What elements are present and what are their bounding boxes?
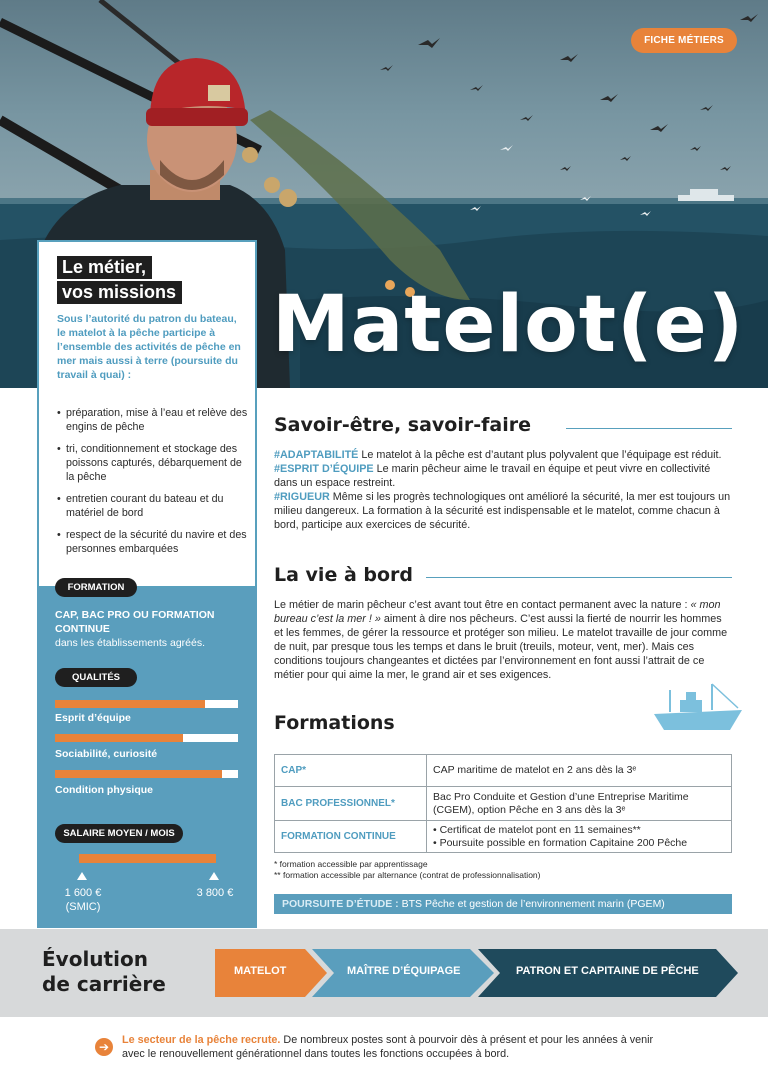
salaire-label: SALAIRE MOYEN / MOIS [55,824,183,843]
fiche-metiers-badge: FICHE MÉTIERS [631,28,737,53]
list-item: • préparation, mise à l’eau et relève des engins de pêche [57,406,249,434]
table-cell-line: • Poursuite possible en formation Capitaine 200 Pêche [433,836,688,849]
table-cell-line: • Certificat de matelot pont en 11 semaines** [433,823,641,836]
note-alternance: ** formation accessible par alternance (contrat de professionnalisation) [274,870,541,880]
table-cell-key: FORMATION CONTINUE [275,821,427,853]
qualites-label: QUALITÉS [55,668,137,687]
list-item: • tri, conditionnement et stockage des poissons capturés, débarquement de la pêche [57,442,249,484]
vie-title: La vie à bord [274,564,414,586]
missions-box [37,240,257,588]
career-step-label: PATRON ET CAPITAINE DE PÊCHE [516,965,699,977]
formation-label: FORMATION [55,578,137,597]
note-apprentissage: * formation accessible par apprentissage [274,859,428,869]
formation-notes [274,859,540,881]
quality-bar [55,770,238,778]
missions-title-line1: Le métier, [57,256,152,279]
poursuite-text: BTS Pêche et gestion de l’environnement marin (PGEM) [398,898,665,910]
left-column [37,240,257,928]
quality-bar [55,734,238,742]
salary-range-bar [79,854,216,863]
table-cell-key: BAC PROFESSIONNEL* [275,787,427,821]
table-row [275,821,732,853]
table-cell-value: Bac Pro Conduite et Gestion d’une Entreprise Maritime (CGEM), option Pêche en 3 ans dès la 3ᵉ [427,787,732,821]
poursuite-etude-banner [274,894,732,914]
career-title-line1: Évolution [42,947,148,971]
career-title-line2: de carrière [42,972,166,996]
savoir-title: Savoir-être, savoir-faire [274,414,531,436]
vie-text-b: aiment à dire nos pêcheurs. C’est aussi la fierté de nourrir les hommes et les femmes, de gérer la ressource et protéger son milieu. Le matelot travaille de jour comme de nuit, par presque tous les temps et dans le bruit (treuils, moteur, vent, mer). Mais ces conditions toujours changeantes et dictées par l’environnement en font aussi l’attrait de ce métier pour qui aime la mer, le grand air et ses exigences. [274,613,728,681]
quality-bar [55,700,238,708]
tag-esprit-equipe: #ESPRIT D’ÉQUIPE [274,463,374,475]
salary-min-marker-icon [77,872,87,880]
savoir-text-3: Même si les progrès technologiques ont amélioré la sécurité, la mer est toujours un milieu dangereux. La formation à la sécurité est indispensable et le matelot, comme chacun à bord, participe aux exercices de sécurité. [274,491,731,531]
missions-title [57,256,182,306]
list-item: • entretien courant du bateau et du matériel de bord [57,492,249,520]
missions-intro: Sous l’autorité du patron du bateau, le matelot à la pêche participe à l’ensemble des activités de pêche en mer mais aussi à terre (poursuite du travail à quai) : [57,313,241,381]
vie-text-a: Le métier de marin pêcheur c’est avant tout être en contact permanent avec la nature : [274,599,691,611]
missions-title-line2: vos missions [57,281,182,304]
table-cell-value: CAP maritime de matelot en 2 ans dès la 3ᵉ [427,755,732,787]
salary-max: 3 800 € [196,887,234,899]
salary-min [53,886,113,914]
formations-table [274,754,732,853]
table-row [275,755,732,787]
tag-adaptabilite: #ADAPTABILITÉ [274,449,359,461]
savoir-text-2: Le marin pêcheur aime le travail en équipe et peut vivre en collectivité dans un espace restreint. [274,463,711,489]
salary-max-marker-icon [209,872,219,880]
formation-text-regular: dans les établissements agréés. [55,637,205,649]
career-step-label: MAÎTRE D’ÉQUIPAGE [347,965,461,977]
footer-bold: Le secteur de la pêche recrute. [122,1034,281,1046]
table-cell-key: CAP* [275,755,427,787]
career-step-label: MATELOT [234,965,287,977]
quality-label: Sociabilité, curiosité [55,748,158,760]
table-row [275,787,732,821]
arrow-right-circle-icon: ➔ [95,1038,113,1056]
formation-text [55,608,245,650]
savoir-text [274,448,732,532]
formation-text-bold: CAP, BAC PRO OU FORMATION CONTINUE [55,609,215,635]
fishing-boat-icon [650,680,746,736]
list-item: • respect de la sécurité du navire et des personnes embarquées [57,528,249,556]
section-divider [566,428,732,429]
career-band [0,929,768,1017]
section-divider [426,577,732,578]
formations-title: Formations [274,712,395,734]
footer-text [122,1033,667,1061]
salary-min-note: (SMIC) [65,901,101,913]
footer-regular: De nombreux postes sont à pourvoir dès à présent et pour les années à venir avec le renouvellement générationnel dans toutes les fonctions occupées à bord. [122,1034,654,1060]
savoir-text-1: Le matelot à la pêche est d’autant plus polyvalent que l’équipage est réduit. [358,449,722,461]
poursuite-label: POURSUITE D’ÉTUDE : [282,898,399,910]
quality-label: Condition physique [55,784,153,796]
table-cell-value [427,821,732,853]
tag-rigueur: #RIGUEUR [274,491,330,503]
quality-label: Esprit d’équipe [55,712,131,724]
page-title: Matelot(e) [272,280,745,370]
vie-quote: « mon bureau c’est la mer ! » [274,599,721,625]
vie-text [274,598,732,682]
missions-list [57,406,249,564]
salary-min-value: 1 600 € [64,887,102,899]
